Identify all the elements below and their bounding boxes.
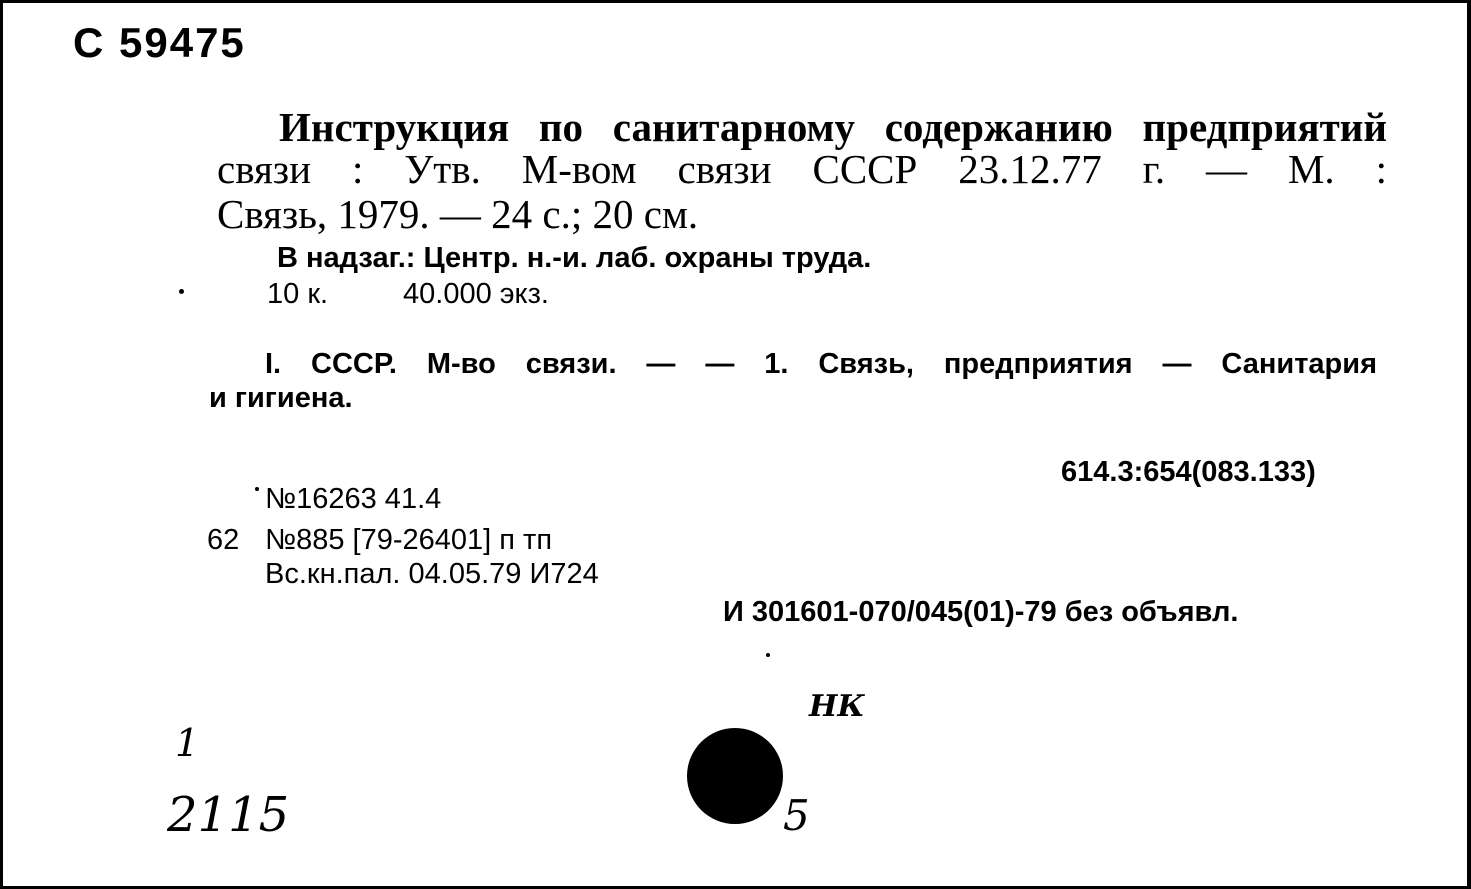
title-line-3: Связь, 1979. — 24 с.; 20 см. xyxy=(217,191,699,237)
udc-number: 614.3:654(083.133) xyxy=(1061,456,1316,488)
series-note: В надзаг.: Центр. н.-и. лаб. охраны труда. xyxy=(277,242,872,274)
print-run: 40.000 экз. xyxy=(403,278,549,310)
book-index: И 301601-070/045(01)-79 без объявл. xyxy=(723,596,1239,628)
handwritten-count: 2115 xyxy=(167,787,290,843)
ink-speck-3 xyxy=(766,653,770,657)
accession-line-3: Вс.кн.пал. 04.05.79 И724 xyxy=(265,558,599,590)
call-number: С 59475 xyxy=(73,19,246,66)
title-line-1: Инструкция по санитарному содержанию предприятий xyxy=(279,104,1387,150)
subject-headings-line-2: и гигиена. xyxy=(209,382,353,414)
subject-headings-line-1: I. СССР. М-во связи. — — 1. Связь, предприятия — Санитария xyxy=(265,348,1377,380)
price: 10 к. xyxy=(267,278,329,310)
accession-line-1: №16263 41.4 xyxy=(265,483,442,515)
handwritten-mark-1: 1 xyxy=(175,721,200,765)
accession-prefix: 62 xyxy=(207,524,240,556)
handwritten-initials: НК xyxy=(809,689,865,724)
title-line-2: связи : Утв. М-вом связи СССР 23.12.77 г. — М. : xyxy=(217,146,1387,192)
ink-speck xyxy=(179,289,184,294)
card-punch-hole xyxy=(687,728,783,824)
accession-line-2: №885 [79-26401] п тп xyxy=(265,524,553,556)
handwritten-mark-5: 5 xyxy=(783,791,810,840)
ink-speck-2 xyxy=(255,487,259,491)
